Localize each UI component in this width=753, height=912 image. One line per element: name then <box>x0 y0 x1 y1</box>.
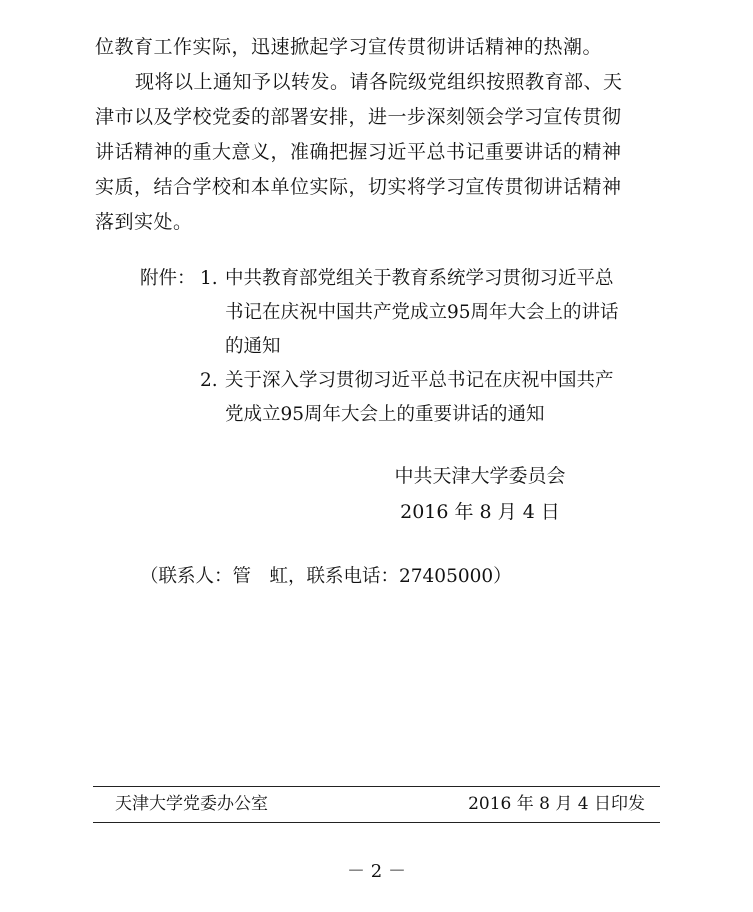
attachment-number: 2. <box>200 370 218 391</box>
attachments-label: 附件： <box>140 268 196 289</box>
contact-info: （联系人：管 虹，联系电话：27405000） <box>140 566 512 587</box>
footer-print-date: 2016 年 8 月 4 日印发 <box>468 794 645 814</box>
attachment-line: 书记在庆祝中国共产党成立95周年大会上的讲话 <box>225 302 619 323</box>
attachments-list <box>200 262 660 432</box>
attachment-line: 党成立95周年大会上的重要讲话的通知 <box>225 404 545 425</box>
attachment-item <box>200 262 660 364</box>
page-number: － 2 － <box>347 861 406 882</box>
body-line: 现将以上通知予以转发。请各院级党组织按照教育部、天 <box>135 71 623 93</box>
attachment-number: 1. <box>200 268 218 289</box>
body-line: 位教育工作实际，迅速掀起学习宣传贯彻讲话精神的热潮。 <box>95 36 603 58</box>
signature-date: 2016 年 8 月 4 日 <box>400 501 560 523</box>
attachment-item <box>200 364 660 432</box>
body-line: 讲话精神的重大意义，准确把握习近平总书记重要讲话的精神 <box>95 141 622 163</box>
signature-block <box>350 458 610 530</box>
signature-organization: 中共天津大学委员会 <box>394 465 566 487</box>
footer-divider-top <box>93 786 660 787</box>
attachment-line: 中共教育部党组关于教育系统学习贯彻习近平总 <box>225 268 614 289</box>
body-text <box>95 30 655 240</box>
attachment-line: 的通知 <box>225 336 281 357</box>
body-line: 实质，结合学校和本单位实际，切实将学习宣传贯彻讲话精神 <box>95 176 622 198</box>
attachment-line: 关于深入学习贯彻习近平总书记在庆祝中国共产 <box>225 370 614 391</box>
body-line: 津市以及学校党委的部署安排，进一步深刻领会学习宣传贯彻 <box>95 106 622 128</box>
body-line: 落到实处。 <box>95 211 193 233</box>
footer-divider-bottom <box>93 822 660 823</box>
footer-issuer: 天津大学党委办公室 <box>115 794 268 814</box>
